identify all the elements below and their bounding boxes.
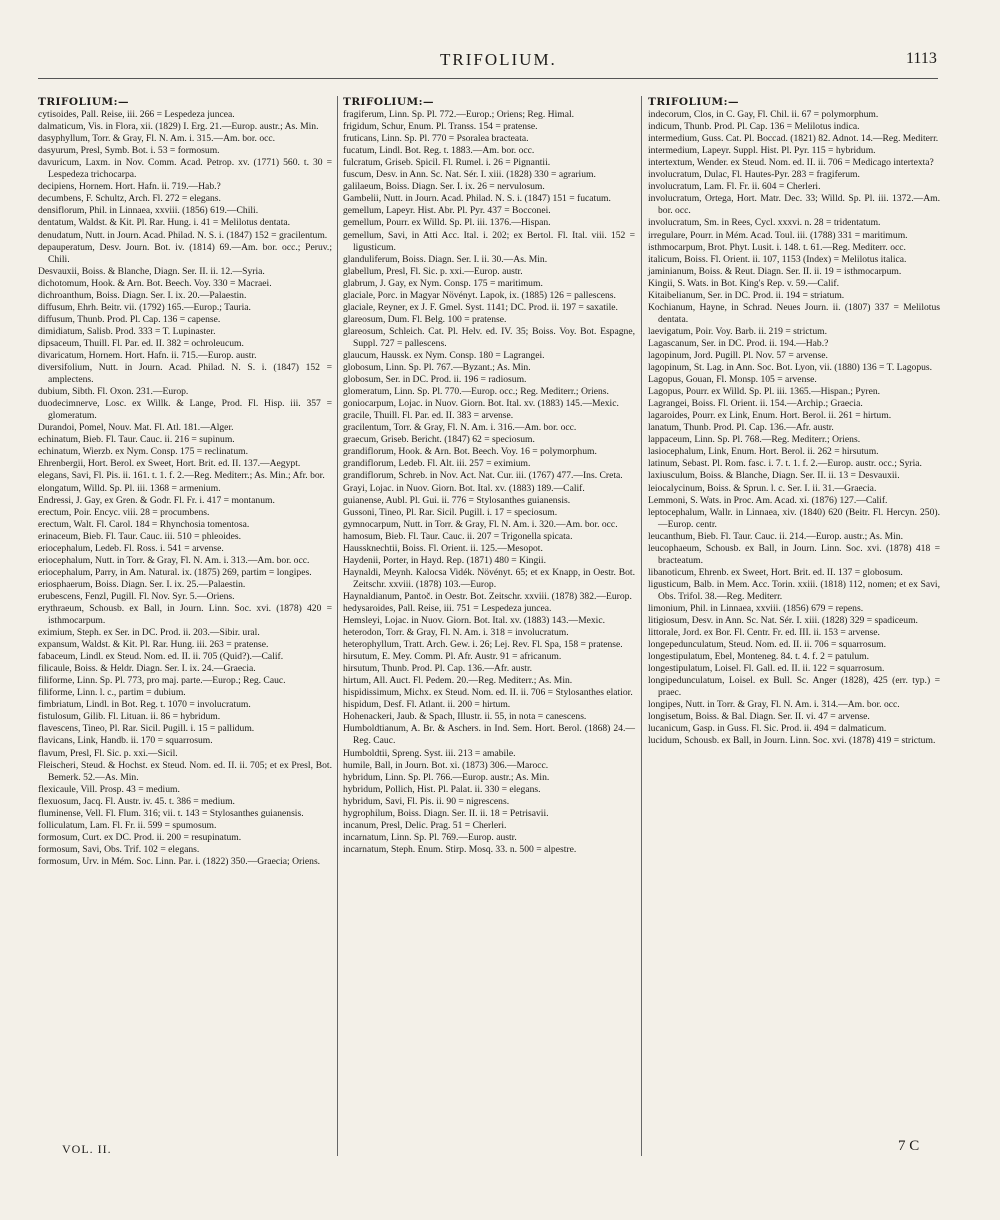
index-entry: libanoticum, Ehrenb. ex Sweet, Hort. Brit. ed. II. 137 = globosum. bbox=[648, 566, 903, 578]
index-entry: ligusticum, Balb. in Mem. Acc. Torin. xxiii. (1818) 112, nomen; et ex Savi, Obs. Trifol. 38.—Reg. Mediterr. bbox=[648, 578, 940, 602]
index-entry: erectum, Walt. Fl. Carol. 184 = Rhynchosia tomentosa. bbox=[38, 518, 250, 530]
index-entry: glaciale, Porc. in Magyar Növényt. Lapok, ix. (1885) 126 = pallescens. bbox=[343, 289, 616, 301]
index-entry: echinatum, Wierzb. ex Nym. Consp. 175 = reclinatum. bbox=[38, 446, 248, 458]
index-entry: laevigatum, Poir. Voy. Barb. ii. 219 = strictum. bbox=[648, 325, 827, 337]
page-number: 1113 bbox=[906, 50, 937, 67]
index-entry: globosum, Linn. Sp. Pl. 767.—Byzant.; As. Min. bbox=[343, 362, 531, 374]
index-entry: flexuosum, Jacq. Fl. Austr. iv. 45. t. 386 = medium. bbox=[38, 795, 235, 807]
index-entry: flavicans, Link, Handb. ii. 170 = squarrosum. bbox=[38, 735, 213, 747]
index-entry: erubescens, Fenzl, Pugill. Fl. Nov. Syr. 5.—Oriens. bbox=[38, 590, 235, 602]
index-entry: indecorum, Clos, in C. Gay, Fl. Chil. ii. 67 = polymorphum. bbox=[648, 109, 879, 121]
index-entry: lagaroides, Pourr. ex Link, Enum. Hort. Berol. ii. 261 = hirtum. bbox=[648, 410, 892, 422]
index-entry: diffusum, Thunb. Prod. Pl. Cap. 136 = capense. bbox=[38, 313, 221, 325]
index-entry: erinaceum, Bieb. Fl. Taur. Cauc. iii. 510 = phleoides. bbox=[38, 530, 242, 542]
index-entry: galilaeum, Boiss. Diagn. Ser. I. ix. 26 = nervulosum. bbox=[343, 181, 545, 193]
index-entry: grandiflorum, Hook. & Arn. Bot. Beech. Voy. 16 = polymorphum. bbox=[343, 446, 597, 458]
index-entry: glabellum, Presl, Fl. Sic. p. xxi.—Europ. austr. bbox=[343, 265, 523, 277]
index-entry: Ehrenbergii, Hort. Berol. ex Sweet, Hort. Brit. ed. II. 137.—Aegypt. bbox=[38, 458, 301, 470]
index-entry: dasyphyllum, Torr. & Gray, Fl. N. Am. i. 315.—Am. bor. occ. bbox=[38, 133, 276, 145]
index-entry: humile, Ball, in Journ. Bot. xi. (1873) 306.—Marocc. bbox=[343, 759, 549, 771]
index-entry: Fleischeri, Steud. & Hochst. ex Steud. Nom. ed. II. ii. 705; et ex Presl, Bot. Bemerk. 52.—As. Min. bbox=[38, 759, 332, 783]
index-entry: glabrum, J. Gay, ex Nym. Consp. 175 = maritimum. bbox=[343, 277, 543, 289]
index-entry: flavum, Presl, Fl. Sic. p. xxi.—Sicil. bbox=[38, 747, 178, 759]
index-entry: intermedium, Lapeyr. Suppl. Hist. Pl. Pyr. 115 = hybridum. bbox=[648, 145, 876, 157]
index-entry: lagopinum, St. Lag. in Ann. Soc. Bot. Lyon, vii. (1880) 136 = T. Lagopus. bbox=[648, 362, 933, 374]
index-entry: expansum, Waldst. & Kit. Pl. Rar. Hung. iii. 263 = pratense. bbox=[38, 639, 269, 651]
index-entry: lanatum, Thunb. Prod. Pl. Cap. 136.—Afr. austr. bbox=[648, 422, 834, 434]
index-entry: dichotomum, Hook. & Arn. Bot. Beech. Voy. 330 = Macraei. bbox=[38, 277, 272, 289]
index-entry: gracilentum, Torr. & Gray, Fl. N. Am. i. 316.—Am. bor. occ. bbox=[343, 422, 577, 434]
index-entry: frigidum, Schur, Enum. Pl. Transs. 154 = pratense. bbox=[343, 121, 538, 133]
column-divider bbox=[641, 96, 642, 1156]
index-entry: gemellum, Savi, in Atti Acc. Ital. i. 202; ex Bertol. Fl. Ital. viii. 152 = ligusticum. bbox=[343, 229, 635, 253]
index-entry: fulcratum, Griseb. Spicil. Fl. Rumel. i. 26 = Pignantii. bbox=[343, 157, 551, 169]
index-entry: incarnatum, Steph. Enum. Stirp. Mosq. 33. n. 500 = alpestre. bbox=[343, 843, 577, 855]
column-left bbox=[38, 96, 332, 868]
index-entry: grandiflorum, Ledeb. Fl. Alt. iii. 257 = eximium. bbox=[343, 458, 531, 470]
index-entry: Kochianum, Hayne, in Schrad. Neues Journ. ii. (1807) 337 = Melilotus dentata. bbox=[648, 301, 940, 325]
index-entry: incanum, Presl, Delic. Prag. 51 = Cherleri. bbox=[343, 819, 507, 831]
index-entry: flexicaule, Vill. Prosp. 43 = medium. bbox=[38, 783, 180, 795]
index-entry: involucratum, Ortega, Hort. Matr. Dec. 33; Willd. Sp. Pl. iii. 1372.—Am. bor. occ. bbox=[648, 193, 940, 217]
index-entry: Gussoni, Tineo, Pl. Rar. Sicil. Pugill. i. 17 = speciosum. bbox=[343, 506, 558, 518]
column-heading: TRIFOLIUM:— bbox=[343, 96, 435, 108]
running-title: TRIFOLIUM. bbox=[440, 50, 557, 69]
index-entry: denudatum, Nutt. in Journ. Acad. Philad. N. S. i. (1847) 152 = gracilentum. bbox=[38, 229, 328, 241]
index-entry: Durandoi, Pomel, Nouv. Mat. Fl. Atl. 181.—Alger. bbox=[38, 422, 234, 434]
index-entry: leptocephalum, Wallr. in Linnaea, xiv. (1840) 620 (Beitr. Fl. Hercyn. 250).—Europ. centr. bbox=[648, 506, 940, 530]
index-entry: intertextum, Wender. ex Steud. Nom. ed. II. ii. 706 = Medicago intertexta? bbox=[648, 157, 934, 169]
index-entry: hamosum, Bieb. Fl. Taur. Cauc. ii. 207 = Trigonella spicata. bbox=[343, 530, 573, 542]
index-entry: formosum, Curt. ex DC. Prod. ii. 200 = resupinatum. bbox=[38, 831, 242, 843]
index-entry: longisetum, Boiss. & Bal. Diagn. Ser. II. vi. 47 = arvense. bbox=[648, 711, 870, 723]
index-entry: involucratum, Dulac, Fl. Hautes-Pyr. 283 = fragiferum. bbox=[648, 169, 860, 181]
index-entry: filicaule, Boiss. & Heldr. Diagn. Ser. I. ix. 24.—Graecia. bbox=[38, 663, 256, 675]
index-entry: filiforme, Linn. Sp. Pl. 773, pro maj. parte.—Europ.; Reg. Cauc. bbox=[38, 675, 286, 687]
index-entry: dalmaticum, Vis. in Flora, xii. (1829) I. Erg. 21.—Europ. austr.; As. Min. bbox=[38, 121, 319, 133]
page-header bbox=[0, 50, 1000, 90]
index-entry: longipedunculatum, Loisel. ex Bull. Sc. Anger (1828), 425 (err. typ.) = praec. bbox=[648, 675, 940, 699]
index-entry: eriocephalum, Parry, in Am. Natural. ix. (1875) 269, partim = longipes. bbox=[38, 566, 312, 578]
column-divider bbox=[337, 96, 338, 1156]
index-entry: dentatum, Waldst. & Kit. Pl. Rar. Hung. i. 41 = Melilotus dentata. bbox=[38, 217, 291, 229]
column-heading: TRIFOLIUM:— bbox=[38, 96, 130, 108]
header-rule bbox=[38, 78, 938, 79]
index-entry: diversifolium, Nutt. in Journ. Acad. Philad. N. S. i. (1847) 152 = amplectens. bbox=[38, 362, 332, 386]
index-entry: hirsutum, Thunb. Prod. Pl. Cap. 136.—Afr. austr. bbox=[343, 663, 533, 675]
index-entry: fragiferum, Linn. Sp. Pl. 772.—Europ.; Oriens; Reg. Himal. bbox=[343, 109, 575, 121]
index-entry: elegans, Savi, Fl. Pis. ii. 161. t. 1. f. 2.—Reg. Mediterr.; As. Min.; Afr. bor. bbox=[38, 470, 325, 482]
index-entry: longestipulatum, Ebel, Monteneg. 84. t. 4. f. 2 = patulum. bbox=[648, 651, 869, 663]
index-entry: hedysaroides, Pall. Reise, iii. 751 = Lespedeza juncea. bbox=[343, 602, 552, 614]
index-entry: erectum, Poir. Encyc. viii. 28 = procumbens. bbox=[38, 506, 210, 518]
index-entry: limonium, Phil. in Linnaea, xxviii. (1856) 679 = repens. bbox=[648, 602, 864, 614]
column-right bbox=[648, 96, 940, 748]
index-entry: latinum, Sebast. Pl. Rom. fasc. i. 7. t. 1. f. 2.—Europ. austr. occ.; Syria. bbox=[648, 458, 922, 470]
index-entry: decipiens, Hornem. Hort. Hafn. ii. 719.—Hab.? bbox=[38, 181, 221, 193]
index-entry: globosum, Ser. in DC. Prod. ii. 196 = radiosum. bbox=[343, 374, 527, 386]
index-entry: gracile, Thuill. Fl. Par. ed. II. 383 = arvense. bbox=[343, 410, 514, 422]
index-entry: Endressi, J. Gay, ex Gren. & Godr. Fl. Fr. i. 417 = montanum. bbox=[38, 494, 275, 506]
index-entry: hispidissimum, Michx. ex Steud. Nom. ed. II. ii. 706 = Stylosanthes elatior. bbox=[343, 687, 633, 699]
index-entry: Humboldtii, Spreng. Syst. iii. 213 = amabile. bbox=[343, 747, 516, 759]
index-entry: longepedunculatum, Steud. Nom. ed. II. ii. 706 = squarrosum. bbox=[648, 639, 887, 651]
index-entry: hirsutum, E. Mey. Comm. Pl. Afr. Austr. 91 = africanum. bbox=[343, 651, 562, 663]
volume-label: VOL. II. bbox=[62, 1142, 112, 1156]
index-entry: Grayi, Lojac. in Nuov. Giorn. Bot. Ital. xv. (1883) 189.—Calif. bbox=[343, 482, 585, 494]
index-entry: Lemmoni, S. Wats. in Proc. Am. Acad. xi. (1876) 127.—Calif. bbox=[648, 494, 888, 506]
index-entry: formosum, Savi, Obs. Trif. 102 = elegans. bbox=[38, 843, 200, 855]
index-entry: densiflorum, Phil. in Linnaea, xxviii. (1856) 619.—Chili. bbox=[38, 205, 259, 217]
index-entry: hygrophilum, Boiss. Diagn. Ser. II. ii. 18 = Petrisavii. bbox=[343, 807, 549, 819]
index-entry: Haussknechtii, Boiss. Fl. Orient. ii. 125.—Mesopot. bbox=[343, 542, 543, 554]
index-entry: dasyurum, Presl, Symb. Bot. i. 53 = formosum. bbox=[38, 145, 220, 157]
index-entry: eriosphaerum, Boiss. Diagn. Ser. I. ix. 25.—Palaestin. bbox=[38, 578, 246, 590]
index-entry: gemellum, Lapeyr. Hist. Abr. Pl. Pyr. 437 = Bocconei. bbox=[343, 205, 551, 217]
index-entry: littorale, Jord. ex Bor. Fl. Centr. Fr. ed. III. ii. 153 = arvense. bbox=[648, 627, 880, 639]
index-entry: Gambelii, Nutt. in Journ. Acad. Philad. N. S. i. (1847) 151 = fucatum. bbox=[343, 193, 611, 205]
index-entry: Lagopus, Pourr. ex Willd. Sp. Pl. iii. 1365.—Hispan.; Pyren. bbox=[648, 386, 881, 398]
index-entry: Desvauxii, Boiss. & Blanche, Diagn. Ser. II. ii. 12.—Syria. bbox=[38, 265, 265, 277]
index-entry: glanduliferum, Boiss. Diagn. Ser. I. ii. 30.—As. Min. bbox=[343, 253, 548, 265]
index-entry: fluminense, Vell. Fl. Flum. 316; vii. t. 143 = Stylosanthes guianensis. bbox=[38, 807, 304, 819]
index-entry: dipsaceum, Thuill. Fl. Par. ed. II. 382 = ochroleucum. bbox=[38, 337, 244, 349]
index-entry: hispidum, Desf. Fl. Atlant. ii. 200 = hirtum. bbox=[343, 699, 511, 711]
index-entry: flavescens, Tineo, Pl. Rar. Sicil. Pugill. i. 15 = pallidum. bbox=[38, 723, 255, 735]
index-entry: glomeratum, Linn. Sp. Pl. 770.—Europ. occ.; Reg. Mediterr.; Oriens. bbox=[343, 386, 609, 398]
index-entry: leiocalycinum, Boiss. & Sprun. l. c. Ser. I. ii. 31.—Graecia. bbox=[648, 482, 877, 494]
index-entry: italicum, Boiss. Fl. Orient. ii. 107, 1153 (Index) = Melilotus italica. bbox=[648, 253, 907, 265]
index-entry: Kitaibelianum, Ser. in DC. Prod. ii. 194 = striatum. bbox=[648, 289, 845, 301]
index-entry: fistulosum, Gilib. Fl. Lituan. ii. 86 = hybridum. bbox=[38, 711, 221, 723]
index-entry: duodecimnerve, Losc. ex Willk. & Lange, Prod. Fl. Hisp. iii. 357 = glomeratum. bbox=[38, 398, 332, 422]
index-entry: irregulare, Pourr. in Mém. Acad. Toul. iii. (1788) 331 = maritimum. bbox=[648, 229, 908, 241]
index-entry: Haynaldi, Meynh. Kalocsa Vidék. Növényt. 65; et ex Knapp, in Oestr. Bot. Zeitschr. xxviii. (1878) 103.—Europ. bbox=[343, 566, 635, 590]
index-entry: Hohenackeri, Jaub. & Spach, Illustr. ii. 55, in nota = canescens. bbox=[343, 711, 587, 723]
index-entry: longipes, Nutt. in Torr. & Gray, Fl. N. Am. i. 314.—Am. bor. occ. bbox=[648, 699, 900, 711]
index-entry: lucanicum, Gasp. in Guss. Fl. Sic. Prod. ii. 494 = dalmaticum. bbox=[648, 723, 887, 735]
index-entry: intermedium, Guss. Cat. Pl. Boccad. (1821) 82. Adnot. 14.—Reg. Mediterr. bbox=[648, 133, 939, 145]
column-middle bbox=[343, 96, 635, 856]
index-entry: guianense, Aubl. Pl. Gui. ii. 776 = Stylosanthes guianensis. bbox=[343, 494, 571, 506]
index-entry: fimbriatum, Lindl. in Bot. Reg. t. 1070 = involucratum. bbox=[38, 699, 251, 711]
index-entry: cytisoides, Pall. Reise, iii. 266 = Lespedeza juncea. bbox=[38, 109, 235, 121]
index-entry: fuscum, Desv. in Ann. Sc. Nat. Sér. I. xiii. (1828) 330 = agrarium. bbox=[343, 169, 596, 181]
index-entry: eriocephalum, Ledeb. Fl. Ross. i. 541 = arvense. bbox=[38, 542, 224, 554]
index-entry: elongatum, Willd. Sp. Pl. iii. 1368 = armenium. bbox=[38, 482, 221, 494]
index-entry: heterophyllum, Tratt. Arch. Gew. i. 26; Lej. Rev. Fl. Spa, 158 = pratense. bbox=[343, 639, 623, 651]
index-entry: incarnatum, Linn. Sp. Pl. 769.—Europ. austr. bbox=[343, 831, 517, 843]
index-entry: graecum, Griseb. Bericht. (1847) 62 = speciosum. bbox=[343, 434, 535, 446]
index-entry: eximium, Steph. ex Ser. in DC. Prod. ii. 203.—Sibir. ural. bbox=[38, 627, 260, 639]
index-entry: lasiocephalum, Link, Enum. Hort. Berol. ii. 262 = hirsutum. bbox=[648, 446, 879, 458]
index-entry: divaricatum, Hornem. Hort. Hafn. ii. 715.—Europ. austr. bbox=[38, 349, 257, 361]
index-entry: decumbens, F. Schultz, Arch. Fl. 272 = elegans. bbox=[38, 193, 221, 205]
index-entry: echinatum, Bieb. Fl. Taur. Cauc. ii. 216 = supinum. bbox=[38, 434, 235, 446]
index-entry: hirtum, All. Auct. Fl. Pedem. 20.—Reg. Mediterr.; As. Min. bbox=[343, 675, 573, 687]
index-entry: glareosum, Schleich. Cat. Pl. Helv. ed. IV. 35; Boiss. Voy. Bot. Espagne, Suppl. 727 = pallescens. bbox=[343, 325, 635, 349]
index-entry: dubium, Sibth. Fl. Oxon. 231.—Europ. bbox=[38, 386, 189, 398]
index-entry: formosum, Urv. in Mém. Soc. Linn. Par. i. (1822) 350.—Graecia; Oriens. bbox=[38, 855, 321, 867]
index-entry: glaucum, Haussk. ex Nym. Consp. 180 = Lagrangei. bbox=[343, 349, 545, 361]
index-entry: glaciale, Reyner, ex J. F. Gmel. Syst. 1141; DC. Prod. ii. 197 = saxatile. bbox=[343, 301, 618, 313]
index-entry: lucidum, Schousb. ex Ball, in Journ. Linn. Soc. xvi. (1878) 419 = strictum. bbox=[648, 735, 936, 747]
index-entry: filiforme, Linn. l. c., partim = dubium. bbox=[38, 687, 186, 699]
signature-mark: 7 C bbox=[898, 1138, 920, 1154]
index-entry: grandiflorum, Schreb. in Nov. Act. Nat. Cur. iii. (1767) 477.—Ins. Creta. bbox=[343, 470, 623, 482]
index-entry: hybridum, Savi, Fl. Pis. ii. 90 = nigrescens. bbox=[343, 795, 510, 807]
index-entry: lagopinum, Jord. Pugill. Pl. Nov. 57 = arvense. bbox=[648, 349, 828, 361]
index-entry: laxiusculum, Boiss. & Blanche, Diagn. Ser. II. ii. 13 = Desvauxii. bbox=[648, 470, 900, 482]
index-entry: involucratum, Sm. in Rees, Cycl. xxxvi. n. 28 = tridentatum. bbox=[648, 217, 881, 229]
index-entry: dimidiatum, Salisb. Prod. 333 = T. Lupinaster. bbox=[38, 325, 216, 337]
index-entry: longestipulatum, Loisel. Fl. Gall. ed. II. ii. 122 = squarrosum. bbox=[648, 663, 885, 675]
index-entry: jaminianum, Boiss. & Reut. Diagn. Ser. II. ii. 19 = isthmocarpum. bbox=[648, 265, 902, 277]
index-entry: hybridum, Pollich, Hist. Pl. Palat. ii. 330 = elegans. bbox=[343, 783, 541, 795]
index-entry: Lagascanum, Ser. in DC. Prod. ii. 194.—Hab.? bbox=[648, 337, 829, 349]
index-entry: fabaceum, Lindl. ex Steud. Nom. ed. II. ii. 705 (Quid?).—Calif. bbox=[38, 651, 284, 663]
index-entry: Lagopus, Gouan, Fl. Monsp. 105 = arvense. bbox=[648, 374, 817, 386]
index-entry: involucratum, Lam. Fl. Fr. ii. 604 = Cherleri. bbox=[648, 181, 821, 193]
index-entry: Lagrangei, Boiss. Fl. Orient. ii. 154.—Archip.; Graecia. bbox=[648, 398, 863, 410]
index-entry: gymnocarpum, Nutt. in Torr. & Gray, Fl. N. Am. i. 320.—Am. bor. occ. bbox=[343, 518, 618, 530]
index-entry: leucanthum, Bieb. Fl. Taur. Cauc. ii. 214.—Europ. austr.; As. Min. bbox=[648, 530, 903, 542]
column-heading: TRIFOLIUM:— bbox=[648, 96, 740, 108]
index-entry: diffusum, Ehrh. Beitr. vii. (1792) 165.—Europ.; Tauria. bbox=[38, 301, 251, 313]
index-entry: hybridum, Linn. Sp. Pl. 766.—Europ. austr.; As. Min. bbox=[343, 771, 550, 783]
index-entry: Humboldtianum, A. Br. & Aschers. in Ind. Sem. Hort. Berol. (1868) 24.—Reg. Cauc. bbox=[343, 723, 635, 747]
index-entry: heterodon, Torr. & Gray, Fl. N. Am. i. 318 = involucratum. bbox=[343, 627, 569, 639]
index-entry: Kingii, S. Wats. in Bot. King's Rep. v. 59.—Calif. bbox=[648, 277, 839, 289]
index-entry: eriocephalum, Nutt. in Torr. & Gray, Fl. N. Am. i. 313.—Am. bor. occ. bbox=[38, 554, 310, 566]
index-entry: indicum, Thunb. Prod. Pl. Cap. 136 = Melilotus indica. bbox=[648, 121, 860, 133]
index-entry: Haynaldianum, Pantoč. in Oestr. Bot. Zeitschr. xxviii. (1878) 382.—Europ. bbox=[343, 590, 632, 602]
index-entry: Hemsleyi, Lojac. in Nuov. Giorn. Bot. Ital. xv. (1883) 143.—Mexic. bbox=[343, 615, 606, 627]
index-entry: glareosum, Dum. Fl. Belg. 100 = pratense. bbox=[343, 313, 507, 325]
index-entry: gemellum, Pourr. ex Willd. Sp. Pl. iii. 1376.—Hispan. bbox=[343, 217, 551, 229]
index-entry: davuricum, Laxm. in Nov. Comm. Acad. Petrop. xv. (1771) 560. t. 30 = Lespedeza trichocarpa. bbox=[38, 157, 332, 181]
index-entry: isthmocarpum, Brot. Phyt. Lusit. i. 148. t. 61.—Reg. Mediterr. occ. bbox=[648, 241, 906, 253]
index-entry: Haydenii, Porter, in Hayd. Rep. (1871) 480 = Kingii. bbox=[343, 554, 547, 566]
index-entry: litigiosum, Desv. in Ann. Sc. Nat. Sér. I. xiii. (1828) 329 = spadiceum. bbox=[648, 615, 918, 627]
index-entry: leucophaeum, Schousb. ex Ball, in Journ. Linn. Soc. xvi. (1878) 418 = bracteatum. bbox=[648, 542, 940, 566]
index-entry: dichroanthum, Boiss. Diagn. Ser. I. ix. 20.—Palaestin. bbox=[38, 289, 247, 301]
index-entry: depauperatum, Desv. Journ. Bot. iv. (1814) 69.—Am. bor. occ.; Peruv.; Chili. bbox=[38, 241, 332, 265]
index-entry: erythraeum, Schousb. ex Ball, in Journ. Linn. Soc. xvi. (1878) 420 = isthmocarpum. bbox=[38, 602, 332, 627]
index-entry: goniocarpum, Lojac. in Nuov. Giorn. Bot. Ital. xv. (1883) 145.—Mexic. bbox=[343, 398, 619, 410]
index-entry: lappaceum, Linn. Sp. Pl. 768.—Reg. Mediterr.; Oriens. bbox=[648, 434, 861, 446]
index-entry: fruticans, Linn. Sp. Pl. 770 = Psoralea bracteata. bbox=[343, 133, 529, 145]
index-entry: folliculatum, Lam. Fl. Fr. ii. 599 = spumosum. bbox=[38, 819, 217, 831]
index-entry: fucatum, Lindl. Bot. Reg. t. 1883.—Am. bor. occ. bbox=[343, 145, 535, 157]
